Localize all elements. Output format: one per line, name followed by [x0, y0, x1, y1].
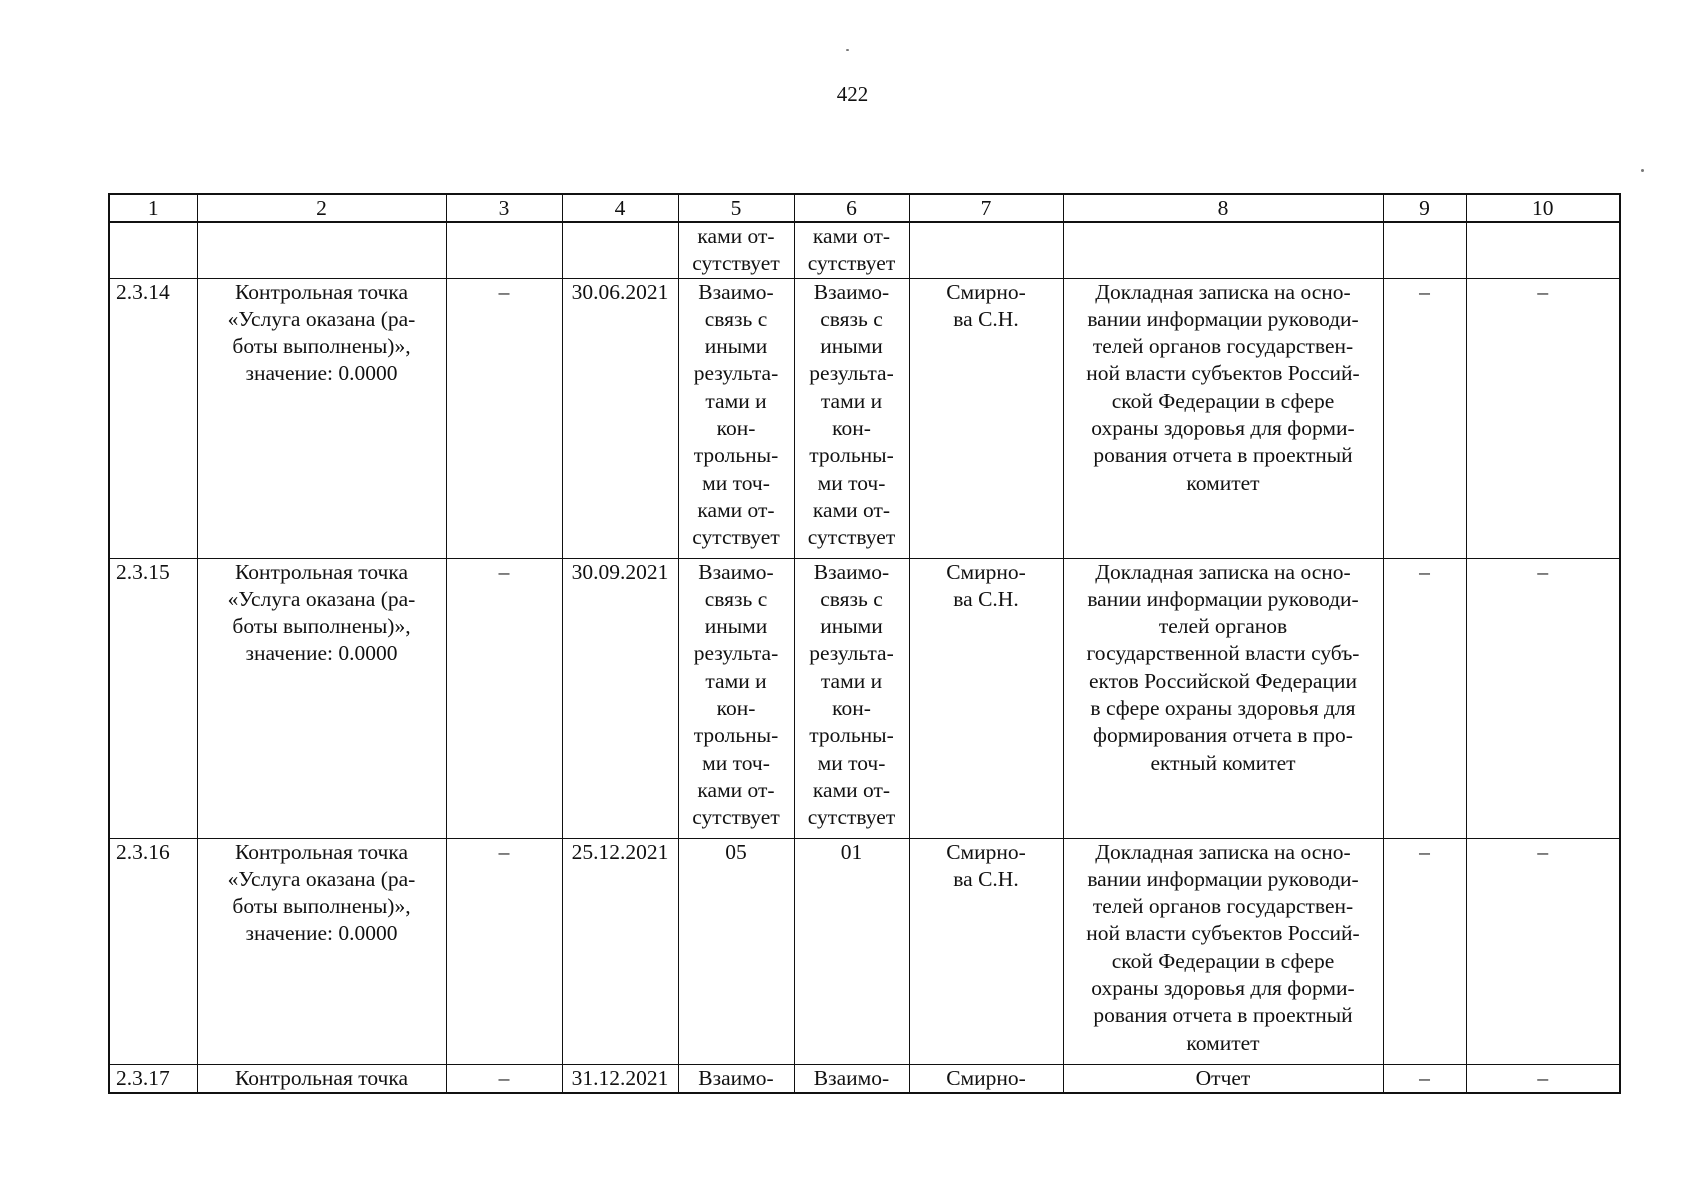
scan-speck: [1641, 169, 1644, 172]
cell-name: [197, 222, 446, 278]
cell-name: Контрольная точка: [197, 1064, 446, 1093]
cell-col6: Взаимо- связь с иными результа- тами и кон- трольны- ми точ- ками от- сутствует: [794, 558, 909, 838]
cell-name: Контрольная точка «Услуга оказана (ра- боты выполнены)», значение: 0.0000: [197, 558, 446, 838]
cell-document: [1063, 222, 1383, 278]
cell-col9: –: [1383, 278, 1466, 558]
column-header: 4: [562, 194, 678, 222]
cell-name: Контрольная точка «Услуга оказана (ра- боты выполнены)», значение: 0.0000: [197, 278, 446, 558]
cell-document: Докладная записка на осно- вании информации руководи- телей органов государственной власти субъ- ектов Российской Федерации в сфере охраны здоровья для формирования отчета в про- ектный комитет: [1063, 558, 1383, 838]
cell-date: [562, 222, 678, 278]
cell-number: [109, 222, 197, 278]
cell-col3: –: [446, 278, 562, 558]
column-header: 1: [109, 194, 197, 222]
cell-name: Контрольная точка «Услуга оказана (ра- боты выполнены)», значение: 0.0000: [197, 838, 446, 1064]
column-header: 3: [446, 194, 562, 222]
cell-col3: –: [446, 558, 562, 838]
cell-col3: [446, 222, 562, 278]
cell-col10: –: [1466, 558, 1620, 838]
table-row: [109, 838, 1620, 1064]
column-header: 6: [794, 194, 909, 222]
cell-col3: –: [446, 1064, 562, 1093]
cell-col9: –: [1383, 558, 1466, 838]
column-header: 10: [1466, 194, 1620, 222]
column-header: 8: [1063, 194, 1383, 222]
cell-document: Отчет: [1063, 1064, 1383, 1093]
cell-date: 31.12.2021: [562, 1064, 678, 1093]
page-number: 422: [836, 82, 869, 106]
cell-responsible: Смирно- ва С.Н.: [909, 838, 1063, 1064]
cell-col10: –: [1466, 278, 1620, 558]
cell-col10: [1466, 222, 1620, 278]
cell-col5: 05: [678, 838, 794, 1064]
cell-col5: Взаимо- связь с иными результа- тами и кон- трольны- ми точ- ками от- сутствует: [678, 558, 794, 838]
cell-col5: Взаимо-: [678, 1064, 794, 1093]
cell-responsible: Смирно-: [909, 1064, 1063, 1093]
cell-number: 2.3.14: [109, 278, 197, 558]
column-header: 2: [197, 194, 446, 222]
cell-responsible: Смирно- ва С.Н.: [909, 558, 1063, 838]
column-header: 5: [678, 194, 794, 222]
cell-document: Докладная записка на осно- вании информации руководи- телей органов государствен- ной власти субъектов Россий- ской Федерации в сфере охраны здоровья для форми- рования отчета в проектный комитет: [1063, 278, 1383, 558]
cell-col9: –: [1383, 838, 1466, 1064]
cell-col6: Взаимо-: [794, 1064, 909, 1093]
cell-col10: –: [1466, 1064, 1620, 1093]
cell-responsible: [909, 222, 1063, 278]
column-header: 7: [909, 194, 1063, 222]
cell-number: 2.3.15: [109, 558, 197, 838]
cell-col5: ками от- сутствует: [678, 222, 794, 278]
cell-responsible: Смирно- ва С.Н.: [909, 278, 1063, 558]
cell-number: 2.3.17: [109, 1064, 197, 1093]
cell-date: 30.09.2021: [562, 558, 678, 838]
column-header: 9: [1383, 194, 1466, 222]
data-table: [108, 193, 1621, 1094]
cell-col6: ками от- сутствует: [794, 222, 909, 278]
cell-date: 30.06.2021: [562, 278, 678, 558]
table-row: [109, 278, 1620, 558]
cell-col9: –: [1383, 1064, 1466, 1093]
table-row: [109, 222, 1620, 278]
cell-col5: Взаимо- связь с иными результа- тами и кон- трольны- ми точ- ками от- сутствует: [678, 278, 794, 558]
cell-col9: [1383, 222, 1466, 278]
cell-col3: –: [446, 838, 562, 1064]
table-row: [109, 1064, 1620, 1093]
cell-document: Докладная записка на осно- вании информации руководи- телей органов государствен- ной власти субъектов Россий- ской Федерации в сфере охраны здоровья для форми- рования отчета в проектный комитет: [1063, 838, 1383, 1064]
cell-col6: Взаимо- связь с иными результа- тами и кон- трольны- ми точ- ками от- сутствует: [794, 278, 909, 558]
cell-number: 2.3.16: [109, 838, 197, 1064]
cell-date: 25.12.2021: [562, 838, 678, 1064]
table-header-row: [109, 194, 1620, 222]
scan-speck: [846, 49, 849, 51]
cell-col10: –: [1466, 838, 1620, 1064]
table-row: [109, 558, 1620, 838]
cell-col6: 01: [794, 838, 909, 1064]
